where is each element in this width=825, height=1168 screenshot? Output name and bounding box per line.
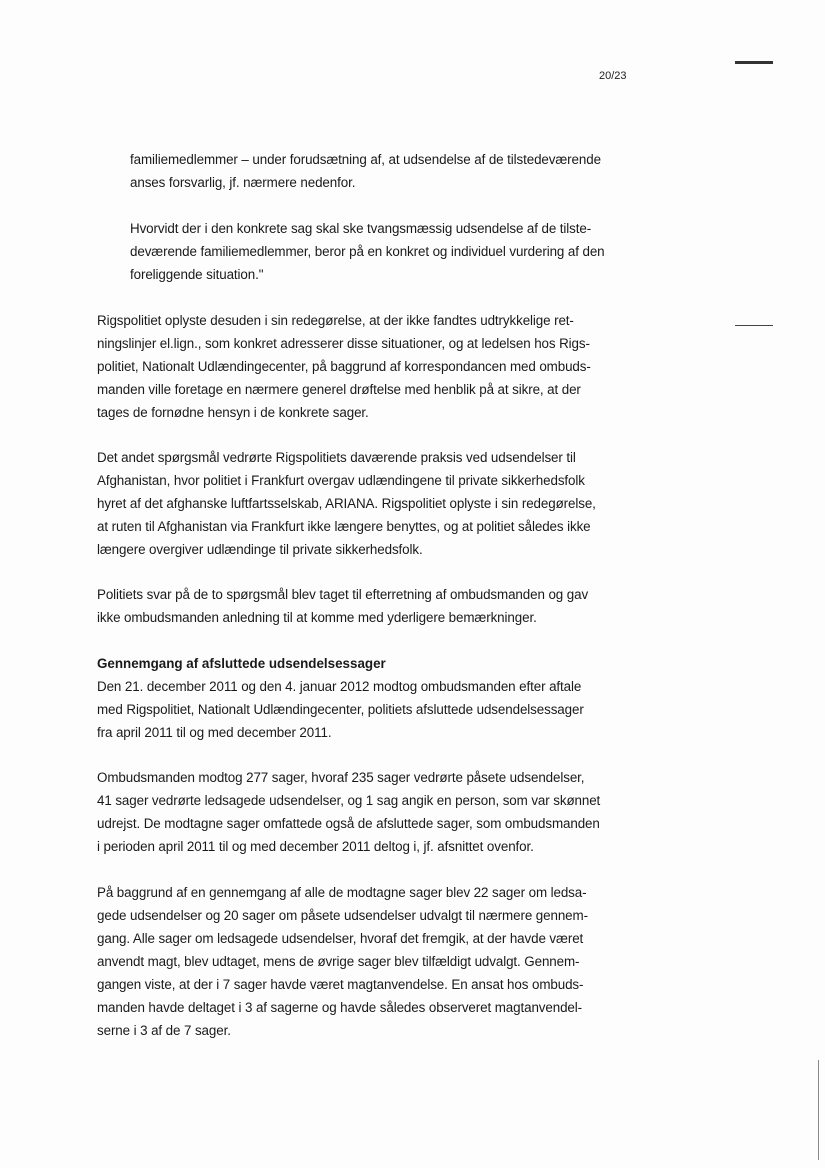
body-paragraph-3	[97, 583, 588, 629]
text-line: anses forsvarlig, jf. nærmere nedenfor.	[130, 175, 356, 190]
text-line: manden havde deltaget i 3 af sagerne og havde således observeret magtanvendel-	[97, 1000, 583, 1015]
text-line: Den 21. december 2011 og den 4. januar 2012 modtog ombudsmanden efter aftale	[97, 679, 582, 694]
text-line: Afghanistan, hvor politiet i Frankfurt overgav udlændingene til private sikkerhedsfolk	[97, 473, 585, 488]
text-line: På baggrund af en gennemgang af alle de modtagne sager blev 22 sager om ledsa-	[97, 885, 587, 900]
text-line: længere overgiver udlændinge til private sikkerhedsfolk.	[97, 542, 423, 557]
text-line: Rigspolitiet oplyste desuden i sin redegørelse, at der ikke fandtes udtrykkelige ret-	[97, 313, 574, 328]
text-line: anvendt magt, blev udtaget, mens de øvrige sager blev tilfældigt udvalgt. Gennem-	[97, 954, 580, 969]
text-line: med Rigspolitiet, Nationalt Udlændingecenter, politiets afsluttede udsendelsessager	[97, 702, 584, 717]
text-line: ikke ombudsmanden anledning til at komme med yderligere bemærkninger.	[97, 610, 537, 625]
text-line: ningslinjer el.lign., som konkret adresserer disse situationer, og at ledelsen hos Rigs-	[97, 336, 590, 351]
text-line: at ruten til Afghanistan via Frankfurt ikke længere benyttes, og at politiet således ikke	[97, 519, 591, 534]
text-line: gangen viste, at der i 7 sager havde været magtanvendelse. En ansat hos ombuds-	[97, 977, 584, 992]
body-paragraph-1	[97, 309, 591, 424]
scan-edge-line	[818, 1060, 819, 1160]
text-line: tages de fornødne hensyn i de konkrete sager.	[97, 405, 369, 420]
text-line: serne i 3 af de 7 sager.	[97, 1023, 231, 1038]
section-heading: Gennemgang af afsluttede udsendelsessager	[97, 656, 386, 671]
text-line: manden ville foretage en nærmere generel drøftelse med henblik på at sikre, at der	[97, 382, 581, 397]
margin-mark	[735, 325, 773, 326]
section-paragraph-3	[97, 881, 588, 1042]
quote-paragraph-2	[130, 217, 605, 286]
text-line: gang. Alle sager om ledsagede udsendelser, hvoraf det fremgik, at der havde været	[97, 931, 584, 946]
section-paragraph-2	[97, 766, 600, 858]
text-line: Ombudsmanden modtog 277 sager, hvoraf 235 sager vedrørte påsete udsendelser,	[97, 770, 585, 785]
text-line: Hvorvidt der i den konkrete sag skal ske tvangsmæssig udsendelse af de tilste-	[130, 221, 592, 236]
text-line: fra april 2011 til og med december 2011.	[97, 725, 332, 740]
section-paragraph-1	[97, 675, 584, 744]
text-line: gede udsendelser og 20 sager om påsete udsendelser udvalgt til nærmere gennem-	[97, 908, 588, 923]
text-line: 41 sager vedrørte ledsagede udsendelser, og 1 sag angik en person, som var skønnet	[97, 793, 601, 808]
text-line: udrejst. De modtagne sager omfattede også de afsluttede sager, som ombudsmanden	[97, 816, 600, 831]
page-number: 20/23	[599, 70, 627, 82]
text-line: deværende familiemedlemmer, beror på en konkret og individuel vurdering af den	[130, 244, 605, 259]
text-line: familiemedlemmer – under forudsætning af, at udsendelse af de tilstedeværende	[130, 152, 601, 167]
text-line: hyret af det afghanske luftfartsselskab, ARIANA. Rigspolitiet oplyste i sin redegørelse,	[97, 496, 596, 511]
quote-paragraph-1	[130, 148, 601, 194]
body-paragraph-2	[97, 446, 596, 561]
text-line: Det andet spørgsmål vedrørte Rigspolitiets daværende praksis ved udsendelser til	[97, 450, 576, 465]
text-line: foreliggende situation."	[130, 267, 264, 282]
text-line: i perioden april 2011 til og med december 2011 deltog i, jf. afsnittet ovenfor.	[97, 839, 534, 854]
text-line: politiet, Nationalt Udlændingecenter, på baggrund af korrespondancen med ombuds-	[97, 359, 591, 374]
text-line: Politiets svar på de to spørgsmål blev taget til efterretning af ombudsmanden og gav	[97, 587, 589, 602]
margin-mark	[735, 61, 773, 64]
